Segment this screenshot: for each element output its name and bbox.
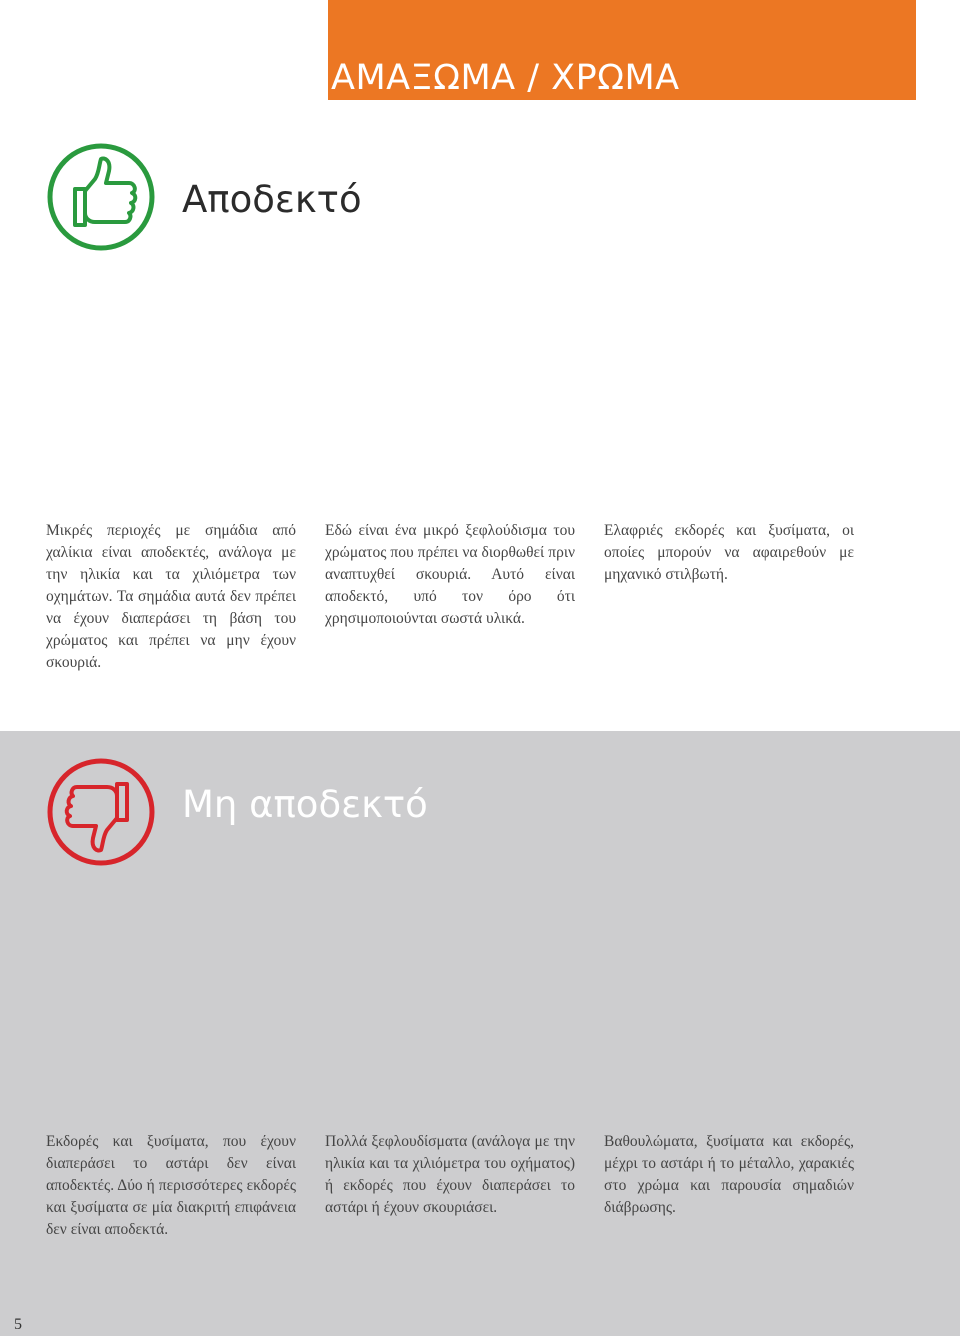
header-title: ΑΜΑΞΩΜΑ / ΧΡΩΜΑ bbox=[331, 58, 680, 98]
unacceptable-column-2: Πολλά ξεφλουδίσματα (ανάλογα με την ηλικία και τα χιλιόμετρα του οχήματος) ή εκδορές που έχουν διαπεράσει το αστάρι ή έχουν σκουριάσει. bbox=[325, 1133, 575, 1216]
thumbs-up-icon bbox=[45, 141, 157, 253]
unacceptable-section bbox=[0, 731, 960, 1336]
unacceptable-column-1: Εκδορές και ξυσίματα, που έχουν διαπεράσει το αστάρι δεν είναι αποδεκτές. Δύο ή περισσότερες εκδορές και ξυσίματα σε μία διακριτή επιφάνεια δεν είναι αποδεκτά. bbox=[46, 1133, 296, 1238]
unacceptable-column-3: Βαθουλώματα, ξυσίματα και εκδορές, μέχρι το αστάρι ή το μέταλλο, χαρακιές στο χρώμα και παρουσία σημαδιών διάβρωσης. bbox=[604, 1133, 854, 1216]
acceptable-column-3: Ελαφριές εκδορές και ξυσίματα, οι οποίες μπορούν να αφαιρεθούν με μηχανικό στιλβωτή. bbox=[604, 522, 854, 583]
acceptable-title: Αποδεκτό bbox=[182, 178, 362, 221]
acceptable-column-1: Μικρές περιοχές με σημάδια από χαλίκια είναι αποδεκτές, ανάλογα με την ηλικία και τα χιλιόμετρα των οχημάτων. Τα σημάδια αυτά δεν πρέπει να έχουν διαπεράσει τη βάση του χρώματος και πρέπει να μην έχουν σκουριά. bbox=[46, 522, 296, 671]
acceptable-column-2: Εδώ είναι ένα μικρό ξεφλούδισμα του χρώματος που πρέπει να διορθωθεί πριν αναπτυχθεί σκουριά. Αυτό είναι αποδεκτό, υπό τον όρο ότι χρησιμοποιούνται σωστά υλικά. bbox=[325, 522, 575, 627]
page-number: 5 bbox=[14, 1316, 22, 1333]
thumbs-down-icon bbox=[45, 756, 157, 868]
header-bar bbox=[328, 0, 916, 100]
unacceptable-title: Μη αποδεκτό bbox=[182, 783, 428, 826]
